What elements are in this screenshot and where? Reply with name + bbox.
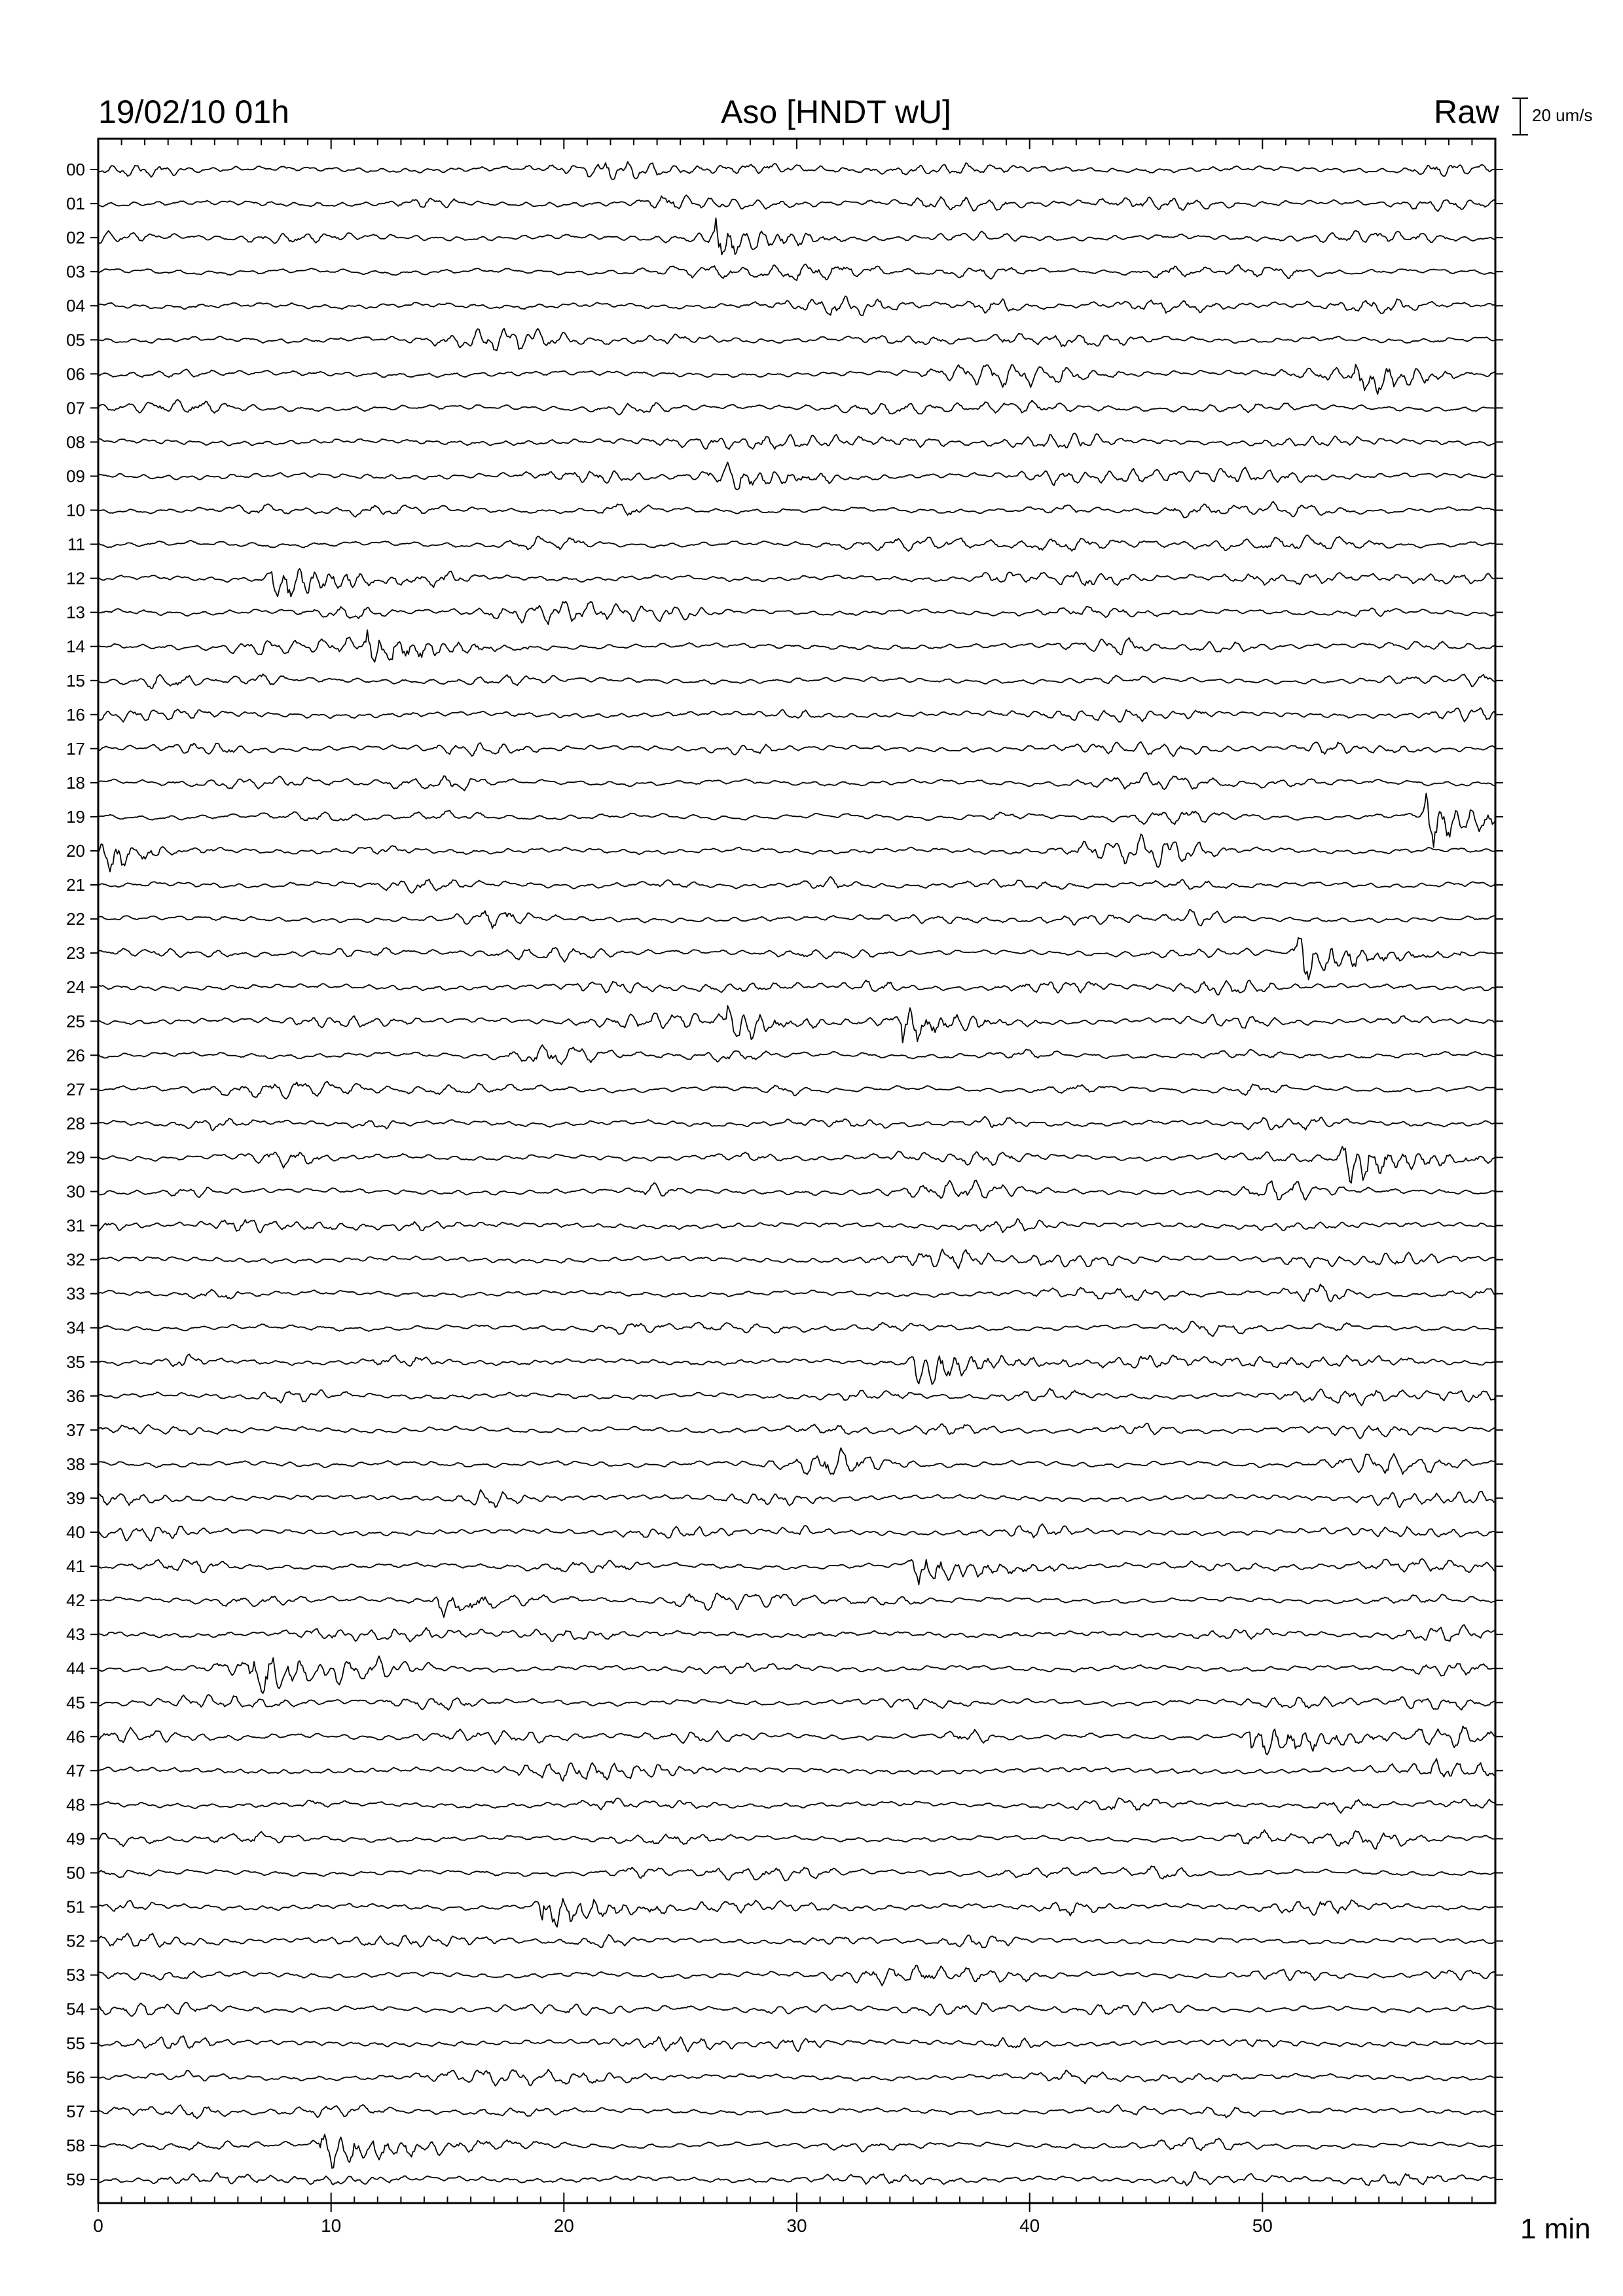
row-label: 16: [66, 704, 85, 725]
row-label: 50: [66, 1863, 85, 1883]
x-tick-label: 20: [553, 2215, 574, 2236]
row-label: 42: [66, 1590, 85, 1611]
row-label: 02: [66, 228, 85, 248]
row-label: 41: [66, 1556, 85, 1576]
row-label: 26: [66, 1045, 85, 1066]
row-label: 49: [66, 1829, 85, 1849]
row-label: 19: [66, 806, 85, 827]
row-label: 25: [66, 1011, 85, 1031]
row-label: 00: [66, 160, 85, 179]
row-label: 35: [66, 1352, 85, 1372]
row-label: 07: [66, 398, 85, 418]
row-label: 29: [66, 1147, 85, 1168]
chart-title: Aso [HNDT wU]: [721, 94, 951, 130]
row-label: 46: [66, 1727, 85, 1747]
x-tick-label: 0: [93, 2215, 103, 2236]
row-label: 22: [66, 909, 85, 929]
row-label: 06: [66, 364, 85, 384]
row-label: 52: [66, 1931, 85, 1951]
row-label: 54: [66, 1999, 85, 2019]
row-label: 40: [66, 1522, 85, 1542]
scale-label: 20 um/s: [1532, 105, 1593, 125]
row-label: 31: [66, 1215, 85, 1236]
row-label: 59: [66, 2169, 85, 2189]
row-label: 44: [66, 1659, 85, 1679]
row-label: 32: [66, 1249, 85, 1270]
row-label: 12: [66, 568, 85, 588]
x-tick-label: 40: [1019, 2215, 1040, 2236]
row-label: 58: [66, 2135, 85, 2155]
row-label: 38: [66, 1454, 85, 1474]
row-label: 03: [66, 262, 85, 282]
row-label: 53: [66, 1965, 85, 1985]
x-tick-label: 30: [786, 2215, 807, 2236]
row-label: 48: [66, 1795, 85, 1815]
row-label: 15: [66, 670, 85, 691]
row-label: 08: [66, 432, 85, 452]
row-label: 18: [66, 772, 85, 793]
row-label: 14: [66, 636, 85, 656]
row-label: 28: [66, 1113, 85, 1134]
row-label: 55: [66, 2033, 85, 2053]
x-axis-label: 1 min: [1520, 2213, 1591, 2245]
row-label: 30: [66, 1181, 85, 1202]
row-label: 10: [66, 500, 85, 520]
row-label: 45: [66, 1693, 85, 1713]
row-label: 27: [66, 1079, 85, 1100]
row-label: 34: [66, 1318, 85, 1338]
x-tick-label: 50: [1252, 2215, 1273, 2236]
row-label: 57: [66, 2101, 85, 2121]
row-label: 56: [66, 2067, 85, 2087]
row-label: 09: [66, 466, 85, 486]
x-tick-label: 10: [321, 2215, 342, 2236]
row-label: 39: [66, 1488, 85, 1508]
row-label: 20: [66, 841, 85, 861]
row-label: 04: [66, 296, 85, 316]
row-label: 37: [66, 1420, 85, 1440]
row-label: 47: [66, 1761, 85, 1781]
row-label: 21: [66, 875, 85, 895]
row-label: 23: [66, 943, 85, 963]
row-label: 24: [66, 977, 85, 997]
mode-label: Raw: [1433, 94, 1499, 130]
row-label: 33: [66, 1283, 85, 1304]
row-label: 36: [66, 1386, 85, 1406]
row-label: 13: [66, 602, 85, 622]
row-label: 51: [66, 1897, 85, 1917]
row-label: 43: [66, 1624, 85, 1645]
date-label: 19/02/10 01h: [98, 94, 289, 130]
row-label: 11: [67, 534, 85, 554]
row-label: 17: [66, 738, 85, 759]
row-label: 01: [66, 194, 85, 214]
row-label: 05: [66, 330, 85, 350]
